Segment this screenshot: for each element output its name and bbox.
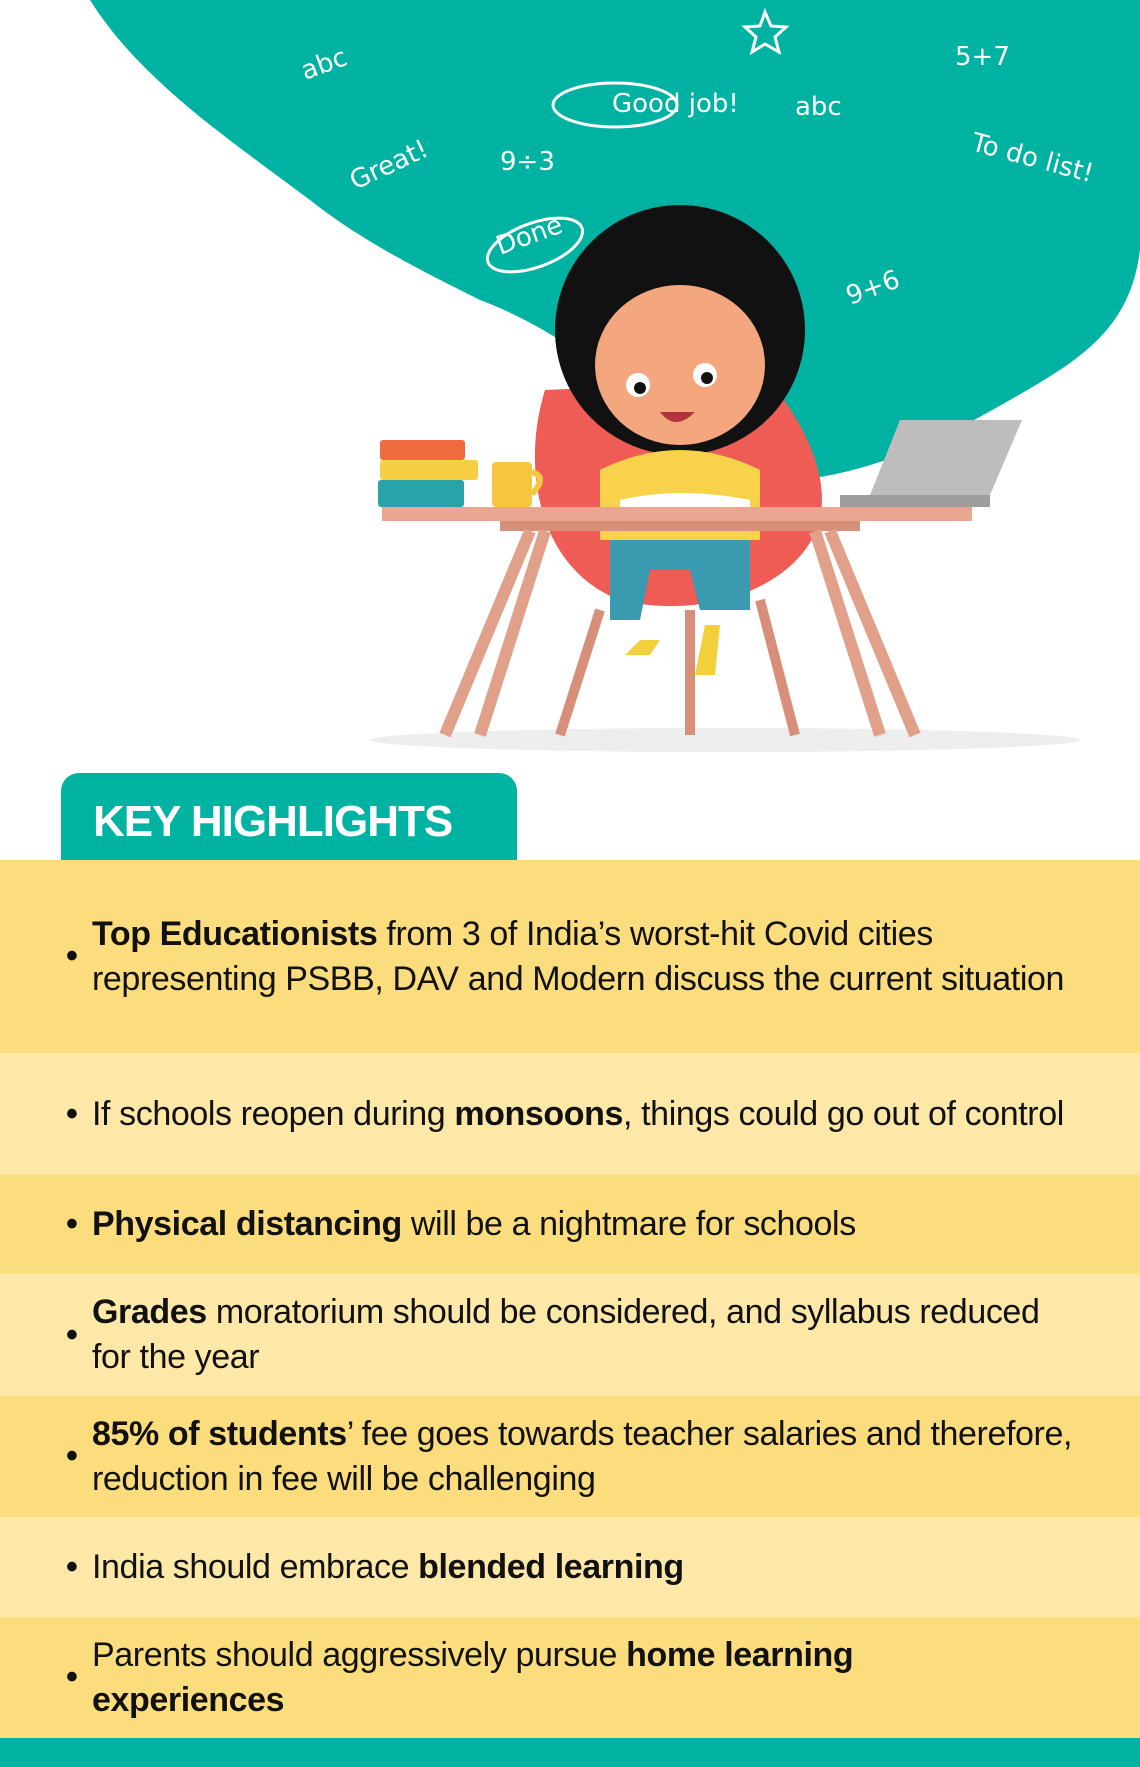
girl-studying-illustration	[0, 0, 1140, 770]
bullet: •	[66, 1437, 78, 1475]
mug	[492, 462, 532, 507]
bullet: •	[66, 1547, 78, 1586]
svg-text:Done: Done	[492, 209, 567, 262]
bullet: •	[66, 1205, 78, 1243]
bullet: •	[66, 937, 78, 975]
highlight-item: • Grades moratorium should be considered, and syllabus reduced for the year	[0, 1274, 1140, 1396]
key-highlights-tab	[61, 773, 517, 860]
highlight-item: • Physical distancing will be a nightmare for schools	[0, 1175, 1140, 1274]
svg-text:Good job!: Good job!	[612, 89, 739, 119]
svg-text:abc: abc	[795, 92, 842, 122]
svg-text:9+6: 9+6	[842, 264, 904, 312]
svg-text:Great!: Great!	[345, 134, 434, 197]
desk	[382, 507, 972, 521]
highlight-item: • 85% of students’ fee goes towards teacher salaries and therefore, reduction in fee will be challenging	[0, 1396, 1140, 1517]
svg-text:abc: abc	[297, 42, 352, 87]
bullet: •	[66, 1658, 78, 1696]
svg-text:To do list!: To do list!	[968, 127, 1097, 190]
highlight-item: • Top Educationists from 3 of India’s worst-hit Covid cities representing PSBB, DAV and Modern discuss the current situation	[0, 860, 1140, 1053]
highlight-item: • India should embrace blended learning	[0, 1517, 1140, 1617]
svg-text:5+7: 5+7	[955, 42, 1010, 72]
highlights-list	[0, 860, 1140, 1738]
bullet: •	[66, 1315, 78, 1354]
bullet: •	[66, 1094, 78, 1133]
highlight-item: • Parents should aggressively pursue home learning experiences	[0, 1617, 1140, 1738]
section-title: KEY HIGHLIGHTS	[93, 797, 453, 846]
svg-text:9÷3: 9÷3	[500, 147, 555, 177]
highlight-item: • If schools reopen during monsoons, things could go out of control	[0, 1053, 1140, 1175]
footer-bar	[0, 1738, 1140, 1767]
